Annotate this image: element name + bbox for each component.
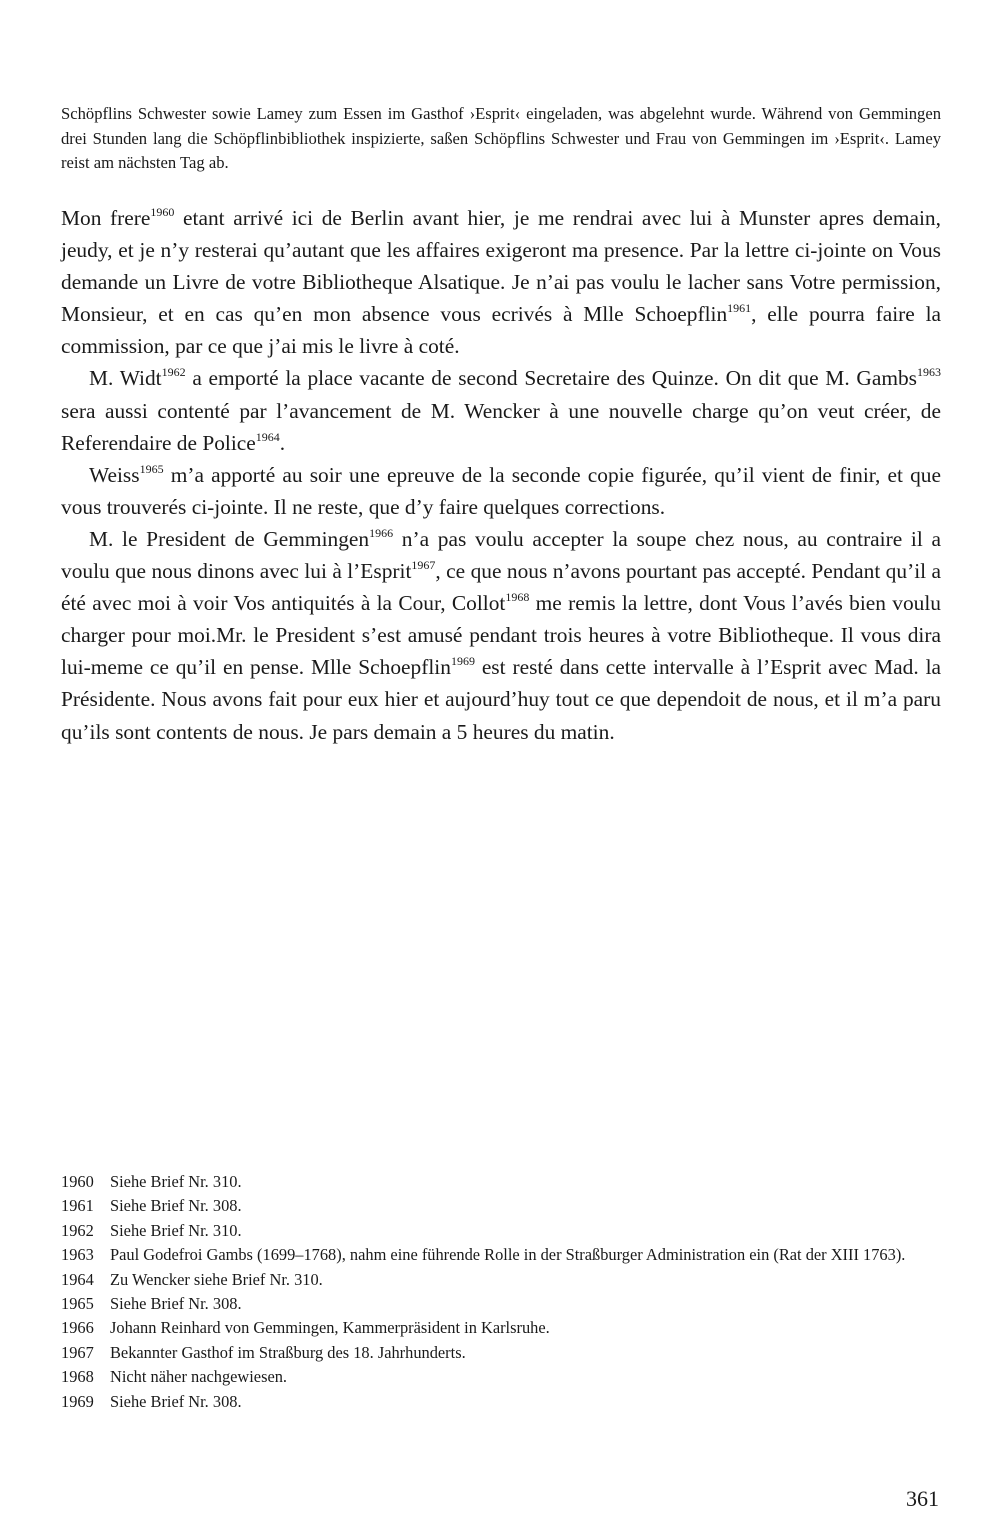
letter-paragraph [61, 362, 941, 458]
footnote-text: Zu Wencker siehe Brief Nr. 310. [110, 1269, 323, 1289]
text-run: , elle pourra faire la commission, par ce que j’ai mis le livre à coté. [61, 302, 942, 359]
footnote-ref[interactable]: 1964 [255, 429, 280, 444]
footnote [61, 1341, 941, 1365]
footnote-number: 1967 [61, 1342, 94, 1362]
footnote-text: Siehe Brief Nr. 310. [110, 1220, 242, 1240]
footnote [61, 1390, 941, 1414]
footnote-number: 1968 [61, 1367, 94, 1387]
footnote [61, 1170, 941, 1194]
text-run: Mon frere [61, 206, 151, 230]
letter-summary [61, 102, 941, 176]
footnote-number: 1960 [61, 1172, 94, 1191]
footnote-ref[interactable]: 1961 [727, 301, 752, 316]
footnote-ref[interactable]: 1962 [161, 365, 186, 380]
text-run: a emporté la place vacante de second Secretaire des Quinze. On dit que M. Gambs [185, 366, 917, 391]
footnote [61, 1292, 941, 1316]
text-run: , ce que nous n’avons pourtant pas accepté. Pendant qu’il a été avec moi à voir Vos antiquités à la Cour, Collot [61, 559, 941, 616]
footnote-text: Siehe Brief Nr. 308. [110, 1391, 242, 1411]
footnote [61, 1268, 941, 1292]
footnote [61, 1194, 941, 1218]
text-run: me remis la lettre, dont Vous l’avés bien voulu charger pour moi.Mr. le President s’est amusé pendant trois heures à votre Bibliotheque. Il vous dira lui-meme ce qu’il en pense. Mlle Schoepflin [61, 591, 941, 680]
footnote [61, 1219, 941, 1243]
footnotes [61, 1170, 941, 1414]
text-run: . [279, 430, 286, 455]
footnote-text: Siehe Brief Nr. 308. [110, 1196, 242, 1216]
footnote-number: 1966 [61, 1318, 94, 1338]
footnote-number: 1961 [61, 1196, 94, 1216]
footnote-ref[interactable]: 1965 [139, 461, 164, 476]
page-number: 361 [906, 1486, 939, 1511]
text-run: est resté dans cette intervalle à l’Esprit avec Mad. la Présidente. Nous avons fait pour eux hier et aujourd’huy tout ce que dependoit de nous, et il m’a paru qu’ils sont contents de nous. Je pars demain a 5 heures du matin. [61, 655, 942, 744]
footnote [61, 1316, 941, 1340]
text-run: M. le President de Gemmingen [89, 526, 370, 551]
footnote-ref[interactable]: 1967 [411, 558, 436, 573]
footnote-number: 1965 [61, 1294, 94, 1314]
footnote-text: Paul Godefroi Gambs (1699–1768), nahm eine führende Rolle in der Straßburger Administration ein (Rat der XIII 1763). [110, 1245, 906, 1265]
letter-body [61, 202, 941, 748]
text-run: etant arrivé ici de Berlin avant hier, je me rendrai avec lui à Munster apres demain, jeudy, et je n’y resterai qu’autant que les affaires exigeront ma presence. Par la lettre ci-jointe on Vous demande un Livre de votre Bibliotheque Alsatique. Je n’ai pas voulu le lacher sans Votre permission, Monsieur, et en cas qu’en mon absence vous ecrivés à Mlle Schoepflin [61, 206, 941, 327]
footnote [61, 1243, 941, 1267]
summary-text: Schöpflins Schwester sowie Lamey zum Essen im Gasthof ›Esprit‹ eingeladen, was abgelehnt wurde. Während von Gemmingen drei Stunden lang die Schöpflinbibliothek inspizierte, saßen Schöpflins Schwester und Frau von Gemmingen im ›Esprit‹. Lamey reist am nächsten Tag ab. [61, 104, 941, 172]
footnote-text: Siehe Brief Nr. 310. [110, 1172, 242, 1191]
text-run: Weiss [89, 462, 140, 487]
text-run: m’a apporté au soir une epreuve de la seconde copie figurée, qu’il vient de finir, et que vous trouverés ci-jointe. Il ne reste, que d’y faire quelques corrections. [61, 462, 941, 519]
footnote-text: Johann Reinhard von Gemmingen, Kammerpräsident in Karlsruhe. [110, 1318, 550, 1338]
footnote [61, 1365, 941, 1389]
footnote-number: 1964 [61, 1269, 94, 1289]
footnote-ref[interactable]: 1966 [369, 525, 394, 540]
letter-paragraph [61, 202, 941, 362]
letter-paragraph [61, 523, 941, 748]
footnote-number: 1969 [61, 1391, 94, 1411]
footnote-ref[interactable]: 1968 [505, 590, 530, 605]
letter-paragraph [61, 459, 941, 523]
footnote-text: Bekannter Gasthof im Straßburg des 18. Jahrhunderts. [110, 1342, 466, 1362]
footnote-ref[interactable]: 1963 [917, 365, 941, 380]
text-run: sera aussi contenté par l’avancement de M. Wencker à une nouvelle charge qu’on veut créer, de Referendaire de Police [61, 398, 941, 455]
text-run: M. Widt [89, 366, 162, 391]
footnote-text: Nicht näher nachgewiesen. [110, 1367, 288, 1387]
footnote-ref[interactable]: 1960 [150, 205, 175, 219]
footnote-number: 1963 [61, 1245, 94, 1265]
footnote-number: 1962 [61, 1220, 94, 1240]
footnote-text: Siehe Brief Nr. 308. [110, 1294, 242, 1314]
footnote-ref[interactable]: 1969 [450, 654, 475, 669]
text-run: n’a pas voulu accepter la soupe chez nous, au contraire il a voulu que nous dinons avec lui à l’Esprit [61, 526, 941, 584]
